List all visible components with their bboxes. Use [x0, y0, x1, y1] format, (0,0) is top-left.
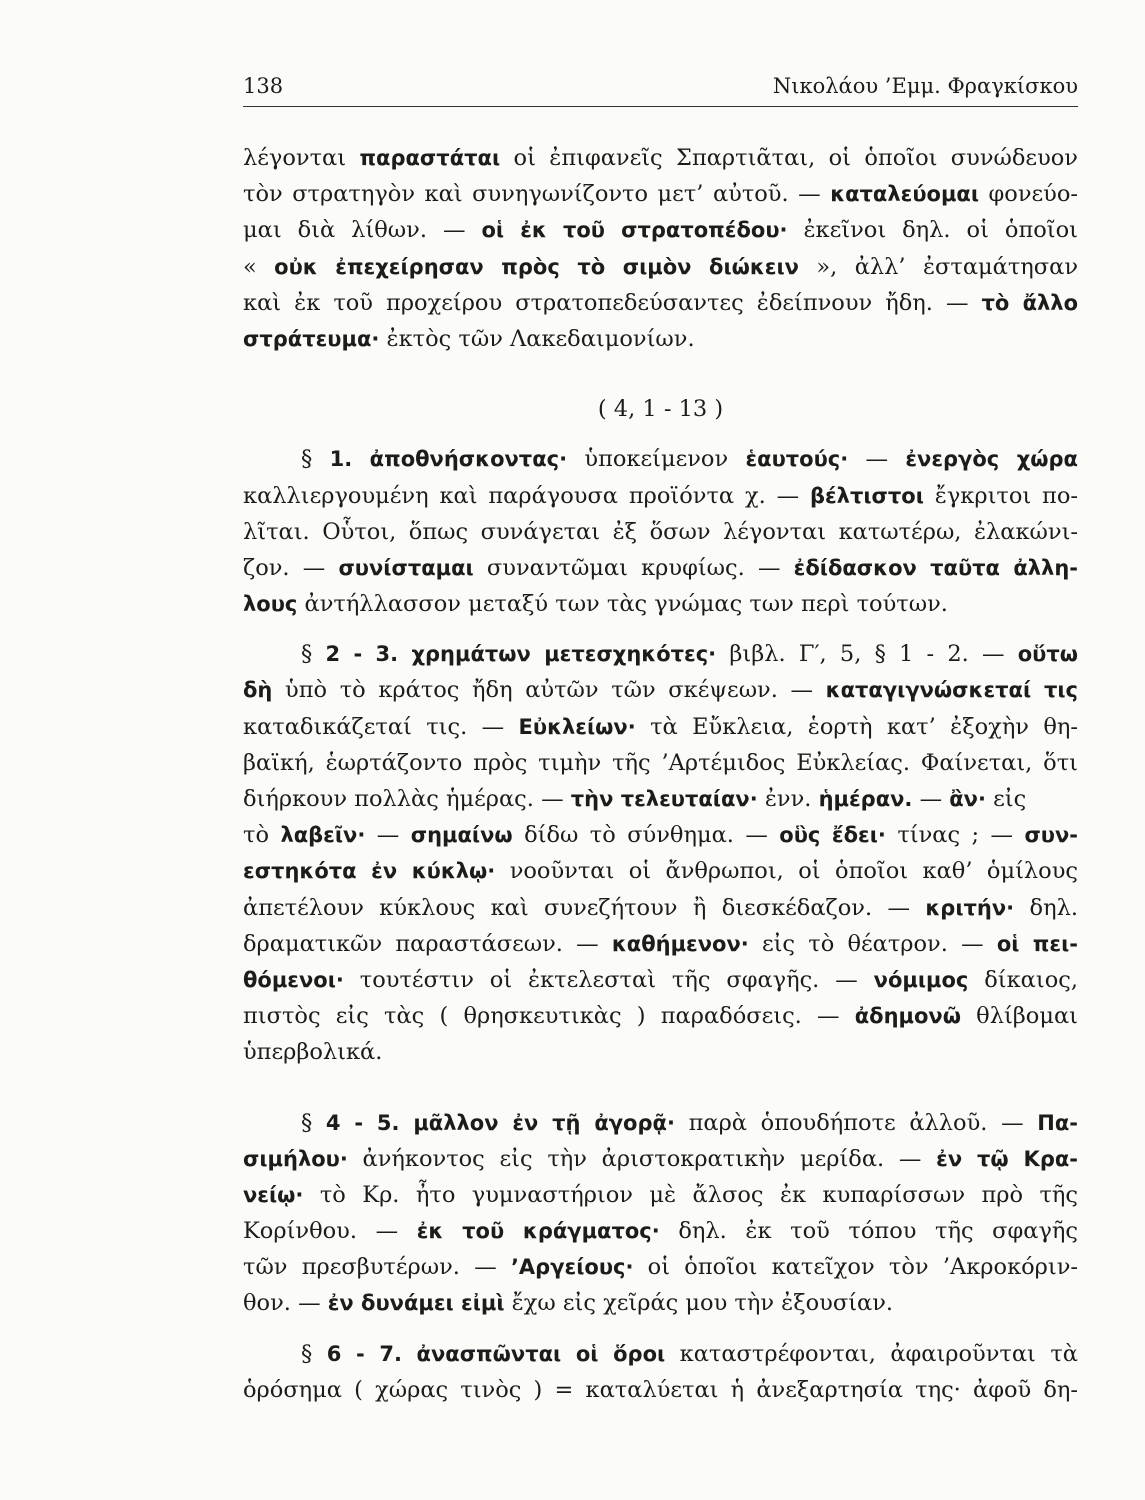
text-line: [243, 586, 1078, 622]
text-run: —: [365, 822, 411, 849]
text-run: §: [301, 641, 326, 668]
bold-term: τὸ ἄλλο: [981, 290, 1078, 315]
text-run: θον. —: [243, 1290, 328, 1317]
text-run: δραματικῶν παραστάσεων. —: [243, 930, 612, 957]
bold-term: σημαίνω: [410, 823, 513, 848]
bold-term: νείῳ·: [243, 1182, 304, 1207]
bold-term: λους: [243, 592, 298, 617]
text-run: καταστρέφονται, ἀφαιροῦνται τὰ: [665, 1340, 1078, 1367]
text-run: ἀπετέλουν κύκλους καὶ συνεζήτουν ἢ διεσκέδαζον. —: [243, 894, 926, 921]
text-run: νοοῦνται οἱ ἄνθρωποι, οἱ ὁποῖοι καθ’ ὁμίλους: [495, 858, 1078, 885]
bold-term: οἱ ἐκ τοῦ στρατοπέδου·: [481, 218, 788, 243]
text-line: [243, 249, 1078, 285]
text-line: [243, 1336, 1078, 1372]
text-run: ἐκεῖνοι δηλ. οἱ ὁποῖοι: [787, 217, 1078, 244]
text-run: ἐκτὸς τῶν Λακεδαιμονίων.: [379, 325, 695, 352]
text-run: διήρκουν πολλὰς ἡμέρας. —: [243, 786, 571, 812]
running-head: Νικολάου ’Εμμ. Φραγκίσκου: [772, 74, 1078, 98]
bold-term: 6 - 7. ἀνασπῶνται οἱ ὅροι: [326, 1341, 666, 1366]
text-line: [243, 321, 1078, 357]
text-run: βιβλ. Γ′, 5, § 1 - 2. —: [716, 641, 1018, 668]
text-line: [243, 926, 1078, 962]
text-line: [243, 672, 1078, 708]
bold-term: καταλεύομαι: [830, 182, 980, 207]
bold-term: οὕτω: [1017, 642, 1078, 667]
text-run: τίνας ; —: [885, 822, 1025, 849]
paragraph-gap: [243, 1322, 1078, 1336]
text-line: [243, 817, 1078, 853]
bold-term: ἐνεργὸς χώρα: [905, 447, 1078, 472]
text-run: εἰς τὸ θέατρον. —: [748, 930, 997, 957]
text-line: [243, 781, 1078, 817]
text-run: «: [243, 253, 275, 280]
bold-term: συν-: [1024, 823, 1078, 848]
bold-term: νόμιμος: [873, 967, 969, 992]
bold-term: 1. ἀποθνήσκοντας·: [329, 447, 568, 472]
text-run: ἔχω εἰς χεῖράς μου τὴν ἐξουσίαν.: [504, 1290, 894, 1317]
bold-term: ἑαυτούς·: [745, 447, 849, 472]
bold-term: Εὐκλείων·: [518, 714, 636, 739]
text-run: δηλ. ἐκ τοῦ τόπου τῆς σφαγῆς: [659, 1218, 1078, 1245]
text-line: [243, 853, 1078, 889]
text-line: [243, 441, 1078, 477]
text-run: ζον. —: [243, 554, 339, 581]
text-run: δηλ.: [1014, 894, 1078, 921]
text-run: Κορίνθου. —: [243, 1218, 417, 1245]
text-run: —: [848, 446, 906, 473]
text-line: [243, 1213, 1078, 1249]
text-run: λῖται. Οὗτοι, ὅπως συνάγεται ἐξ ὅσων λέγονται κατωτέρω, ἐλακώνι-: [243, 518, 1078, 545]
bold-term: κριτήν·: [925, 895, 1015, 920]
text-run: συναντῶμαι κρυφίως. —: [473, 554, 794, 581]
text-line: [243, 745, 1078, 781]
bold-term: συνίσταμαι: [338, 555, 474, 580]
text-run: §: [301, 1340, 327, 1367]
text-line: [243, 212, 1078, 248]
bold-term: 2 - 3. χρημάτων μετεσχηκότες·: [325, 642, 717, 667]
text-run: λέγονται: [243, 145, 360, 171]
text-line: [243, 1141, 1078, 1177]
bold-term: ἀδημονῶ: [854, 1004, 961, 1029]
paragraph-gap: [243, 622, 1078, 636]
text-line: [243, 1034, 1078, 1070]
bold-term: ἐδίδασκον ταῦτα ἀλλη-: [793, 555, 1078, 580]
text-line: [243, 890, 1078, 926]
text-run: ( 4, 1 - 13 ): [597, 396, 724, 423]
bold-term: ἐκ τοῦ κράγματος·: [416, 1219, 660, 1244]
bold-term: εστηκότα ἐν κύκλῳ·: [243, 859, 496, 884]
bold-term: οὐκ ἐπεχείρησαν πρὸς τὸ σιμὸν διώκειν: [274, 254, 799, 279]
text-line: [243, 514, 1078, 550]
bold-term: ἡμέραν.: [818, 787, 913, 811]
bold-term: 4 - 5. μᾶλλον ἐν τῇ ἀγορᾷ·: [325, 1110, 675, 1135]
text-run: ἀντήλλασσον μεταξύ των τὰς γνώμας των περὶ τούτων.: [297, 591, 948, 618]
text-line: [243, 636, 1078, 672]
text-run: θλίβομαι: [960, 1003, 1078, 1030]
text-run: ὑπὸ τὸ κράτος ἤδη αὐτῶν τῶν σκέψεων. —: [272, 677, 826, 704]
text-run: καταδικάζεταί τις. —: [243, 713, 519, 740]
text-run: οἱ ὁποῖοι κατεῖχον τὸν ’Ακροκόριν-: [633, 1254, 1078, 1281]
text-line: [243, 140, 1078, 176]
text-line: [243, 1372, 1078, 1408]
text-run: §: [301, 446, 330, 473]
text-run: τῶν πρεσβυτέρων. —: [243, 1254, 511, 1281]
text-run: εἰς: [985, 786, 1027, 812]
text-line: [243, 962, 1078, 998]
text-run: §: [301, 1109, 326, 1136]
text-line: [243, 1177, 1078, 1213]
text-line: [243, 1285, 1078, 1321]
text-run: ὑπερβολικά.: [243, 1039, 383, 1066]
text-run: βαϊκή, ἑωρτάζοντο πρὸς τιμὴν τῆς ’Αρτέμιδος Εὐκλείας. Φαίνεται, ὅτι: [243, 749, 1078, 776]
text-line: [243, 391, 1078, 427]
text-run: καλλιεργουμένη καὶ παράγουσα προϊόντα χ. —: [243, 482, 810, 509]
bold-term: οὓς ἔδει·: [779, 823, 886, 848]
paragraph-gap: [243, 357, 1078, 391]
bold-term: παραστάται: [359, 146, 501, 170]
text-run: ἀνήκοντος εἰς τὴν ἀριστοκρατικὴν μερίδα. —: [347, 1145, 937, 1172]
text-run: φονεύο-: [979, 181, 1078, 208]
text-run: δίκαιος,: [968, 966, 1078, 993]
text-run: μαι διὰ λίθων. —: [243, 217, 482, 244]
bold-term: ’Αργείους·: [510, 1255, 634, 1280]
text-run: ἔγκριτοι πο-: [923, 482, 1078, 509]
bold-term: Πα-: [1037, 1110, 1078, 1135]
text-run: —: [912, 786, 950, 812]
text-line: [243, 998, 1078, 1034]
bold-term: λαβεῖν·: [280, 823, 366, 848]
text-run: τουτέστιν οἱ ἐκτελεσταὶ τῆς σφαγῆς. —: [343, 966, 874, 993]
text-line: [243, 176, 1078, 212]
text-run: ὑποκείμενον: [567, 446, 746, 473]
text-line: [243, 550, 1078, 586]
bold-term: δὴ: [243, 678, 273, 703]
bold-term: θόμενοι·: [243, 967, 344, 992]
bold-term: ἂν·: [949, 787, 986, 811]
text-line: [243, 709, 1078, 745]
text-line: [243, 478, 1078, 514]
body-text: [243, 140, 1078, 1408]
text-run: τὸν στρατηγὸν καὶ συνηγωνίζοντο μετ’ αὐτοῦ. —: [243, 181, 831, 208]
paragraph-gap: [243, 427, 1078, 441]
text-run: ἐνν.: [757, 786, 819, 812]
text-run: πιστὸς εἰς τὰς ( θρησκευτικὰς ) παραδόσεις. —: [243, 1003, 855, 1030]
page-header: [243, 70, 1078, 107]
text-run: δίδω τὸ σύνθημα. —: [512, 822, 780, 849]
text-run: τὸ Κρ. ἦτο γυμναστήριον μὲ ἄλσος ἐκ κυπαρίσσων πρὸ τῆς: [303, 1181, 1078, 1208]
text-line: [243, 285, 1078, 321]
bold-term: σιμήλου·: [243, 1146, 348, 1171]
text-run: παρὰ ὁπουδήποτε ἀλλοῦ. —: [674, 1109, 1038, 1136]
text-run: καὶ ἐκ τοῦ προχείρου στρατοπεδεύσαντες ἐδείπνουν ἤδη. —: [243, 289, 982, 316]
bold-term: τὴν τελευταίαν·: [570, 787, 758, 811]
paragraph-gap: [243, 1071, 1078, 1105]
text-run: οἱ ἐπιφανεῖς Σπαρτιᾶται, οἱ ὁποῖοι συνώδευον: [500, 145, 1078, 171]
text-run: τὸ: [243, 822, 281, 849]
bold-term: βέλτιστοι: [809, 483, 924, 508]
bold-term: οἱ πει-: [996, 931, 1078, 956]
bold-term: ἐν δυνάμει εἰμὶ: [327, 1291, 505, 1316]
text-run: ὁρόσημα ( χώρας τινὸς ) = καταλύεται ἡ ἀνεξαρτησία της· ἀφοῦ δη-: [243, 1376, 1078, 1403]
bold-term: καθήμενον·: [611, 931, 749, 956]
bold-term: καταγιγνώσκεταί τις: [825, 678, 1078, 703]
bold-term: ἐν τῷ Κρα-: [936, 1146, 1078, 1171]
text-run: », ἀλλ’ ἐσταμάτησαν: [798, 253, 1078, 280]
text-run: τὰ Εὔκλεια, ἑορτὴ κατ’ ἐξοχὴν θη-: [635, 713, 1078, 740]
bold-term: στράτευμα·: [243, 326, 380, 351]
text-line: [243, 1249, 1078, 1285]
page-number: 138: [243, 74, 284, 98]
text-line: [243, 1105, 1078, 1141]
